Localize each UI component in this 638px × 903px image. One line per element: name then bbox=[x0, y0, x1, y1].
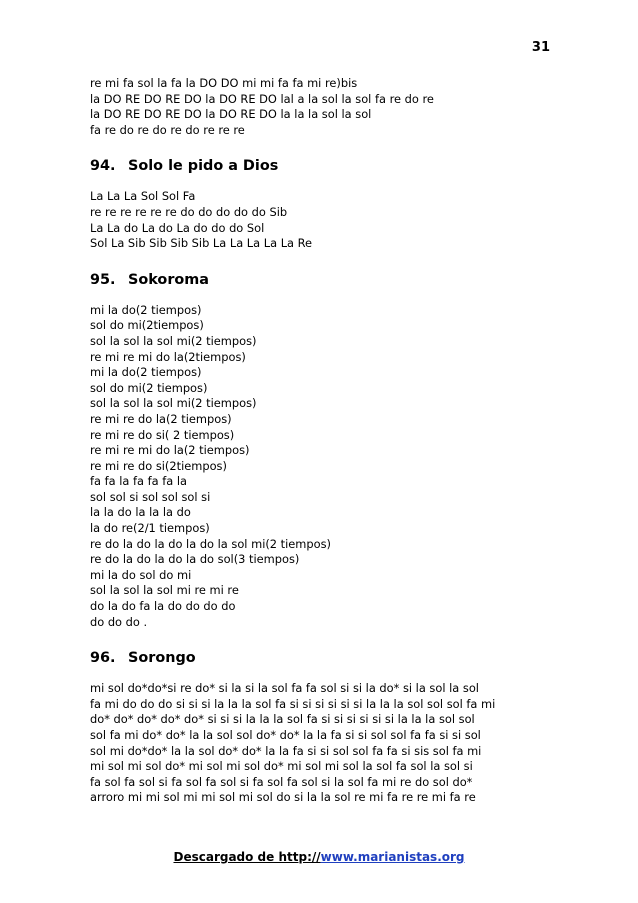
intro-line: la DO RE DO RE DO la DO RE DO lal a la sol la sol fa re do re bbox=[90, 91, 434, 106]
song-line: La La do La do La do do do Sol bbox=[90, 220, 265, 235]
footer bbox=[0, 850, 638, 864]
song-line: do* do* do* do* do* si si si la la la sol fa si si si si si si la la la sol sol bbox=[90, 712, 475, 727]
intro-line: la DO RE DO RE DO la DO RE DO la la la sol la sol bbox=[90, 107, 372, 122]
song-line: re do la do la do la do la sol mi(2 tiempos) bbox=[90, 536, 331, 551]
section-96 bbox=[90, 648, 560, 806]
song-line: la do re(2/1 tiempos) bbox=[90, 521, 210, 536]
song-line: re mi re mi do la(2 tiempos) bbox=[90, 443, 250, 458]
song-line: sol do mi(2tiempos) bbox=[90, 318, 204, 333]
section-title: Sokoroma bbox=[128, 271, 210, 288]
song-line: sol fa mi do* do* la la sol sol do* do* la la fa si si sol sol fa fa si si sol bbox=[90, 728, 481, 742]
song-line: re mi re do si( 2 tiempos) bbox=[90, 427, 235, 442]
song-line: sol sol si sol sol sol si bbox=[90, 489, 211, 504]
song-line: mi la do(2 tiempos) bbox=[90, 302, 202, 317]
section-number: 94. bbox=[90, 158, 116, 175]
song-line: re mi re do si(2tiempos) bbox=[90, 458, 227, 473]
song-line: Sol La Sib Sib Sib Sib La La La La La Re bbox=[90, 236, 313, 251]
song-line: fa fa la fa fa fa la bbox=[90, 474, 187, 489]
song-line: mi sol mi sol do* mi sol mi sol do* mi sol mi sol la sol fa sol la sol si bbox=[90, 759, 473, 774]
section-title: Solo le pido a Dios bbox=[128, 158, 279, 175]
section-heading bbox=[90, 270, 560, 290]
song-line: mi sol do*do*si re do* si la si la sol fa fa sol si si la do* si la sol la sol bbox=[90, 681, 479, 696]
song-line: do la do fa la do do do do bbox=[90, 599, 236, 614]
section-title: Sorongo bbox=[128, 650, 196, 667]
song-line: mi la do(2 tiempos) bbox=[90, 365, 202, 380]
section-94 bbox=[90, 156, 560, 251]
section-95 bbox=[90, 270, 560, 630]
intro-line: re mi fa sol la fa la DO DO mi mi fa fa mi re)bis bbox=[90, 76, 358, 90]
song-line: sol la sol la sol mi(2 tiempos) bbox=[90, 333, 257, 348]
song-line: la la do la la la do bbox=[90, 505, 191, 520]
song-line: re do la do la do la do sol(3 tiempos) bbox=[90, 552, 300, 567]
section-number: 96. bbox=[90, 650, 116, 667]
song-line: sol mi do*do* la la sol do* do* la la fa si si sol sol fa fa si sis sol fa mi bbox=[90, 743, 482, 758]
page-content bbox=[90, 76, 560, 806]
song-line: re mi re mi do la(2tiempos) bbox=[90, 349, 246, 364]
song-line: do do do . bbox=[90, 614, 148, 629]
song-line: fa mi do do do si si si la la la sol fa si si si si si si la la la sol sol sol fa mi bbox=[90, 696, 496, 711]
footer-prefix: Descargado de http:// bbox=[173, 850, 321, 864]
song-line: re re re re re re do do do do do Sib bbox=[90, 204, 288, 219]
intro-line: fa re do re do re do re re re bbox=[90, 122, 245, 137]
section-heading bbox=[90, 156, 560, 176]
song-line: re mi re do la(2 tiempos) bbox=[90, 411, 232, 426]
song-line: fa sol fa sol si fa sol fa sol si fa sol fa sol si la sol fa mi re do sol do* bbox=[90, 774, 473, 789]
song-line: arroro mi mi sol mi mi sol mi sol do si la la sol re mi fa re re mi fa re bbox=[90, 790, 476, 805]
section-heading bbox=[90, 648, 560, 668]
page-number: 31 bbox=[531, 40, 550, 55]
song-line: sol do mi(2 tiempos) bbox=[90, 380, 208, 395]
song-line: mi la do sol do mi bbox=[90, 567, 192, 582]
footer-link[interactable]: www.marianistas.org bbox=[320, 850, 465, 864]
song-line: La La La Sol Sol Fa bbox=[90, 189, 196, 204]
intro-block bbox=[90, 76, 560, 138]
section-number: 95. bbox=[90, 271, 116, 288]
song-line: sol la sol la sol mi re mi re bbox=[90, 583, 239, 598]
song-line: sol la sol la sol mi(2 tiempos) bbox=[90, 396, 257, 411]
